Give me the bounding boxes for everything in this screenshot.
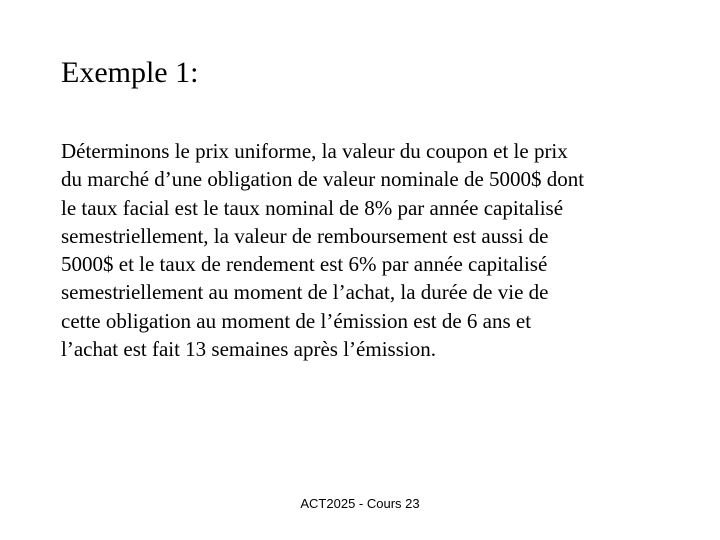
body-line: semestriellement au moment de l’achat, la durée de vie de (61, 280, 549, 305)
body-line: l’achat est fait 13 semaines après l’émission. (61, 337, 436, 362)
slide-footer: ACT2025 - Cours 23 (300, 496, 420, 511)
slide-title: Exemple 1: (61, 56, 199, 89)
body-line: Déterminons le prix uniforme, la valeur du coupon et le prix (61, 139, 568, 163)
body-line: le taux facial est le taux nominal de 8% par année capitalisé (61, 195, 564, 220)
slide-body (61, 137, 661, 363)
body-line: 5000$ et le taux de rendement est 6% par année capitalisé (61, 252, 548, 277)
body-line: cette obligation au moment de l’émission est de 6 ans et (61, 308, 532, 333)
body-line: semestriellement, la valeur de remboursement est aussi de (61, 223, 549, 248)
body-line: du marché d’une obligation de valeur nominale de 5000$ dont (61, 167, 585, 192)
